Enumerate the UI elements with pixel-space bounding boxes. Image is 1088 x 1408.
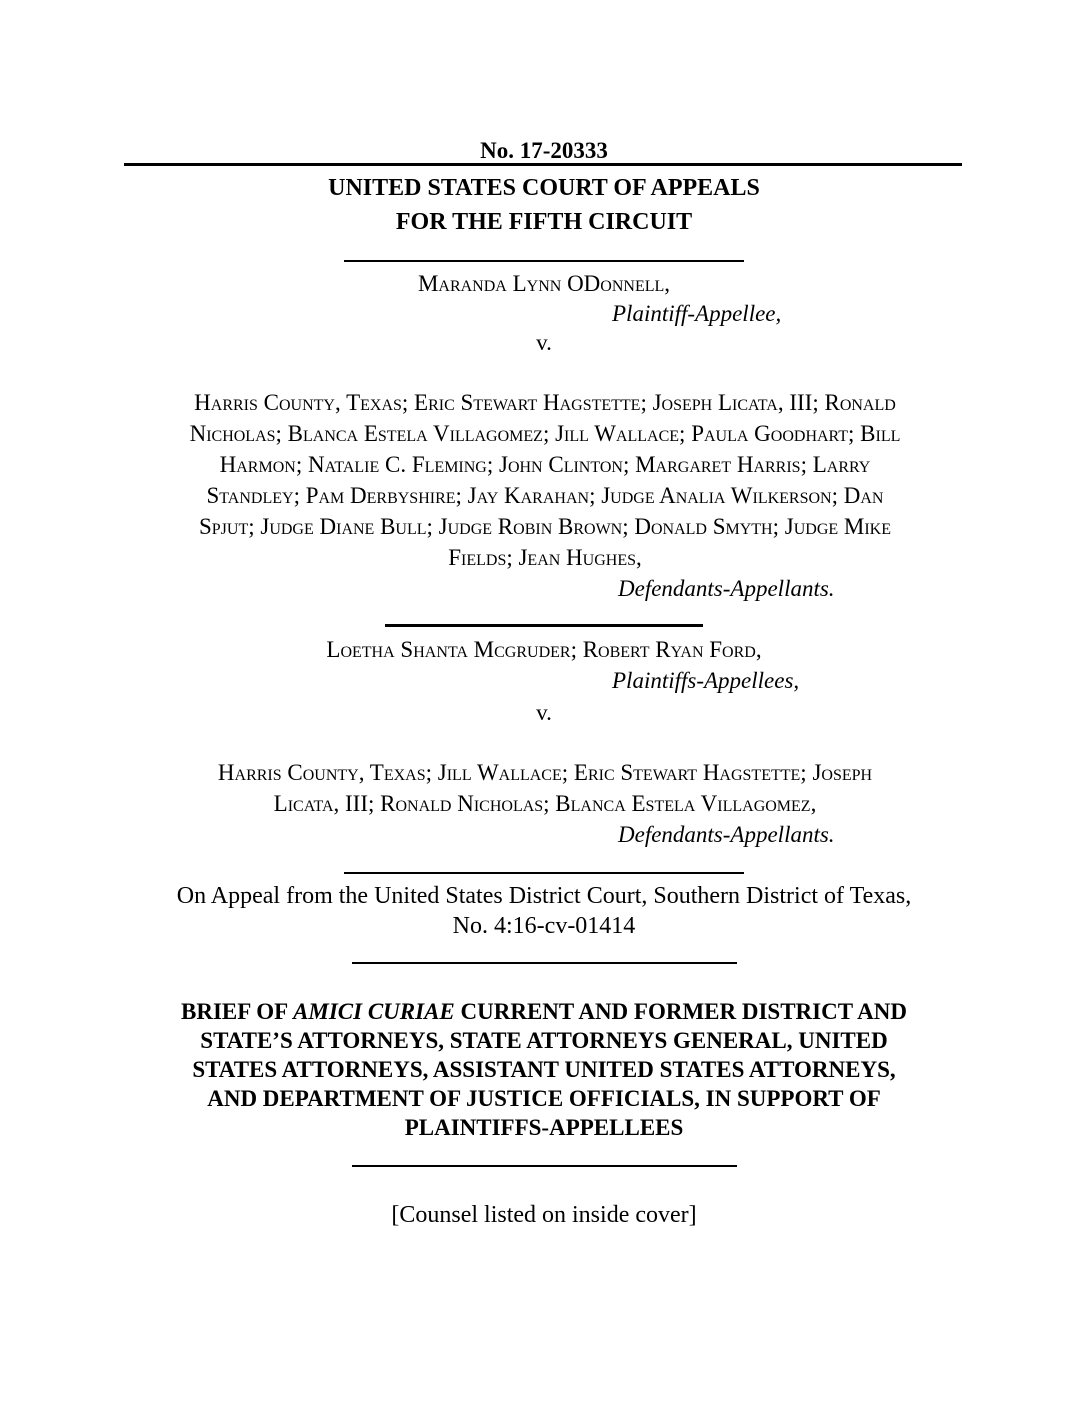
defendants-line: Fields; Jean Hughes, — [448, 545, 642, 570]
defendants-line: Nicholas; Blanca Estela Villagomez; Jill Wallace; Paula Goodhart; Bill — [189, 421, 901, 446]
defendants-line: Standley; Pam Derbyshire; Jay Karahan; Judge Analia Wilkerson; Dan — [206, 483, 884, 508]
brief-title — [0, 997, 1088, 1142]
brief-title-line: PLAINTIFFS-APPELLEES — [404, 1115, 684, 1140]
plaintiff-role: Plaintiff-Appellee, — [612, 301, 782, 326]
divider-rule — [344, 872, 744, 874]
plaintiffs-names: Loetha Shanta Mcgruder; Robert Ryan Ford, — [326, 637, 762, 662]
defendants-line: Harris County, Texas; Eric Stewart Hagstette; Joseph Licata, III; Ronald — [194, 390, 896, 415]
plaintiff-name: Maranda Lynn ODonnell, — [417, 271, 671, 296]
defendants-role-1: Defendants-Appellants. — [618, 576, 835, 601]
court-name-line2: FOR THE FIFTH CIRCUIT — [395, 209, 693, 235]
defendants-list-2 — [120, 757, 970, 819]
brief-title-line: STATES ATTORNEYS, ASSISTANT UNITED STATES ATTORNEYS, — [192, 1057, 896, 1082]
divider-rule — [352, 1165, 737, 1167]
brief-title-line: AND DEPARTMENT OF JUSTICE OFFICIALS, IN SUPPORT OF — [207, 1086, 881, 1111]
defendants-line: Harris County, Texas; Jill Wallace; Eric Stewart Hagstette; Joseph — [217, 760, 873, 785]
defendants-line: Spjut; Judge Diane Bull; Judge Robin Brown; Donald Smyth; Judge Mike — [198, 514, 892, 539]
defendants-list-1 — [120, 387, 970, 573]
defendants-line: Licata, III; Ronald Nicholas; Blanca Estela Villagomez, — [273, 791, 817, 816]
divider-rule — [352, 962, 737, 964]
brief-title-line: BRIEF OF AMICI CURIAE CURRENT AND FORMER DISTRICT AND — [181, 999, 907, 1024]
plaintiffs-role: Plaintiffs-Appellees, — [612, 668, 800, 693]
defendants-role-2: Defendants-Appellants. — [618, 822, 835, 847]
versus-2: v. — [536, 700, 552, 725]
counsel-note: [Counsel listed on inside cover] — [391, 1202, 697, 1228]
appeal-source: On Appeal from the United States District Court, Southern District of Texas, — [176, 883, 912, 909]
amici-curiae: AMICI CURIAE — [293, 999, 455, 1024]
docket-number: No. 17-20333 — [480, 138, 608, 163]
divider-rule — [344, 260, 744, 262]
defendants-line: Harmon; Natalie C. Fleming; John Clinton; Margaret Harris; Larry — [219, 452, 871, 477]
brief-title-line: STATE’S ATTORNEYS, STATE ATTORNEYS GENERAL, UNITED — [200, 1028, 888, 1053]
divider-rule — [385, 624, 703, 627]
district-case-number: No. 4:16-cv-01414 — [452, 913, 636, 939]
court-name-line1: UNITED STATES COURT OF APPEALS — [328, 175, 760, 201]
header-rule — [124, 163, 962, 166]
versus-1: v. — [536, 330, 552, 355]
